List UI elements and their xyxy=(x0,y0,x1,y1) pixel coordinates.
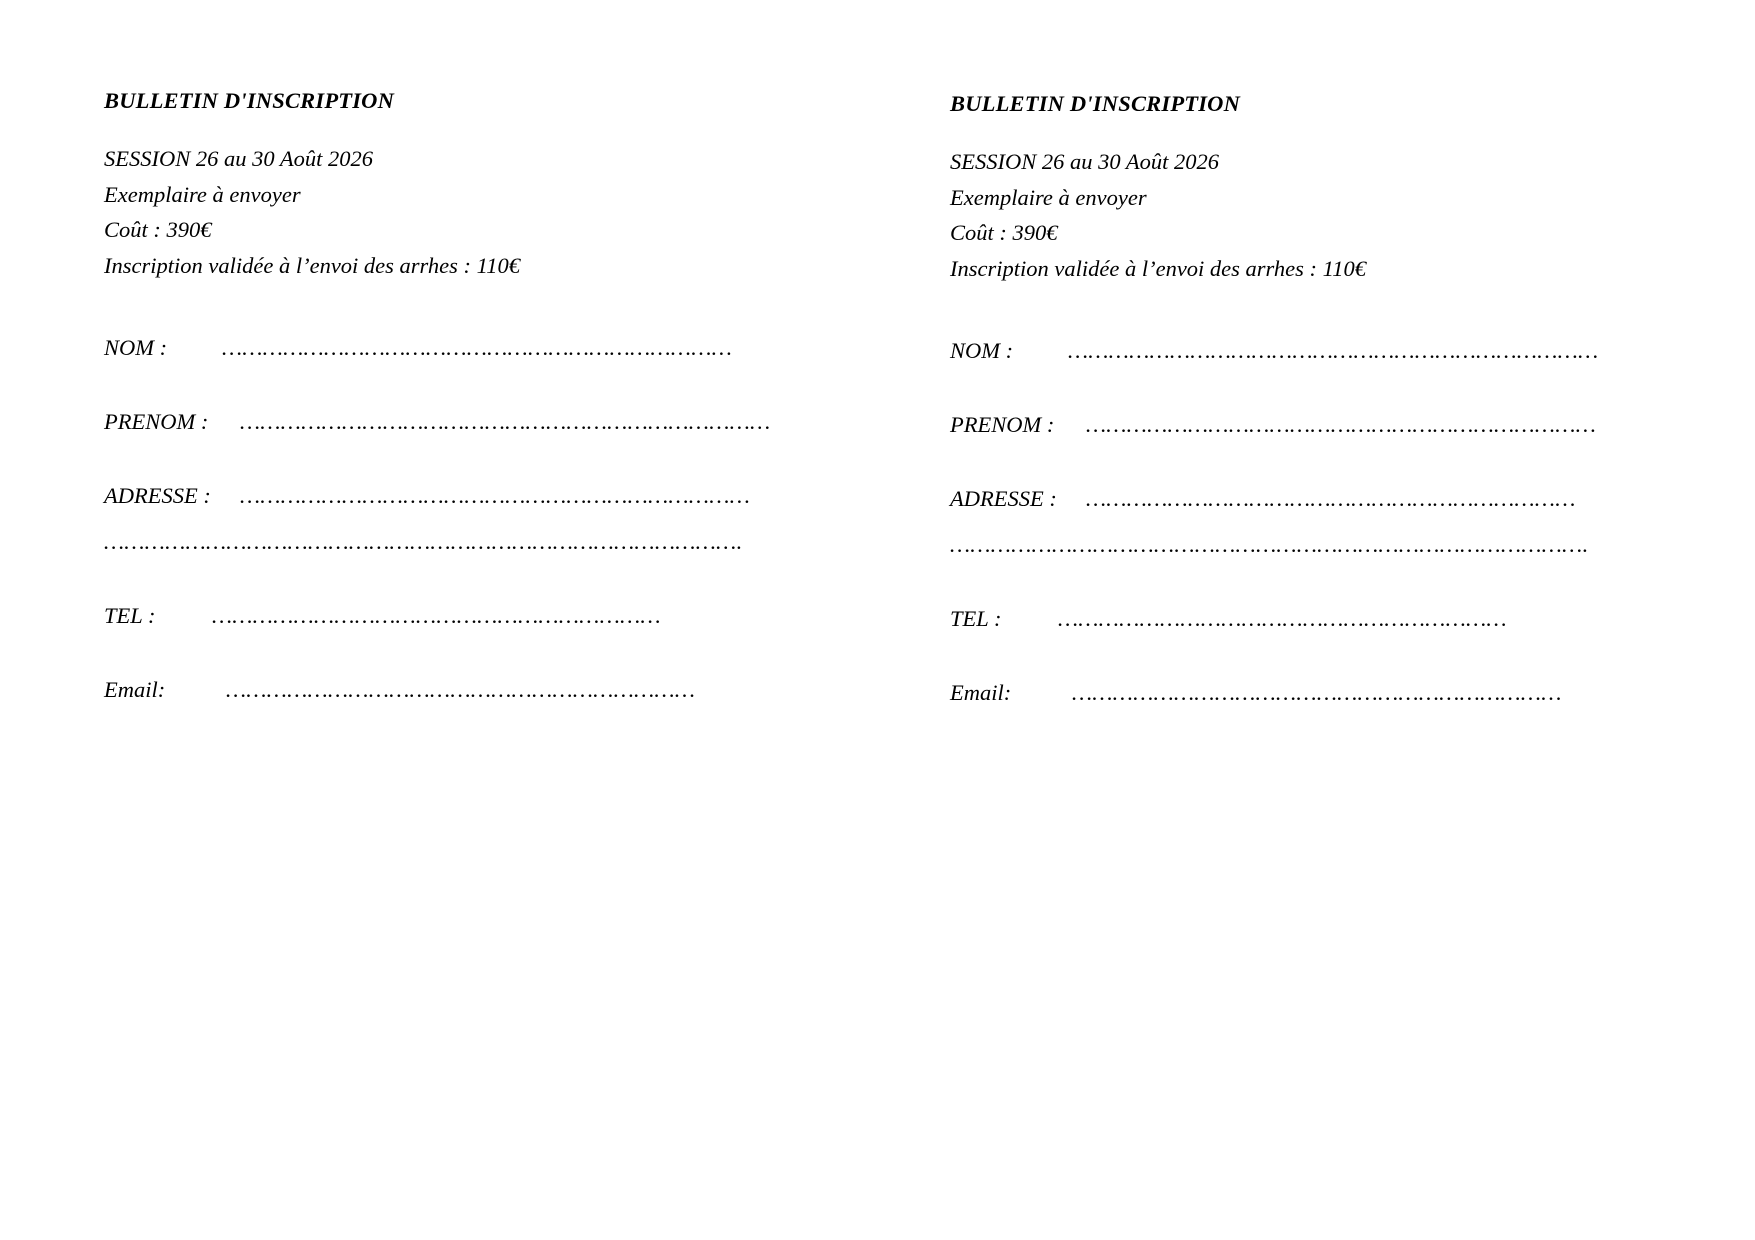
field-input-email[interactable]: …………………………………………………………… xyxy=(226,677,696,702)
field-input-tel[interactable]: ………………………………………………………… xyxy=(212,603,661,628)
form-title: BULLETIN D'INSCRIPTION xyxy=(950,91,1241,116)
registration-form-copy-right xyxy=(950,91,1599,754)
field-label-adresse: ADRESSE : xyxy=(104,483,211,508)
field-label-tel: TEL : xyxy=(104,603,156,628)
field-nom[interactable] xyxy=(104,335,733,361)
field-label-adresse: ADRESSE : xyxy=(950,486,1057,511)
field-input-prenom[interactable]: ………………………………………………………………… xyxy=(1086,412,1597,437)
field-label-tel: TEL : xyxy=(950,606,1002,631)
field-nom[interactable] xyxy=(950,338,1599,364)
copy-instruction-line: Exemplaire à envoyer xyxy=(950,184,1147,210)
field-input-nom[interactable]: …………………………………………………………………… xyxy=(1068,338,1599,363)
session-info-block xyxy=(950,144,1570,286)
field-adresse[interactable] xyxy=(104,483,751,509)
field-input-tel[interactable]: ………………………………………………………… xyxy=(1058,606,1507,631)
field-input-adresse[interactable]: ……………………………………………………………… xyxy=(1086,486,1576,511)
session-line: SESSION 26 au 30 Août 2026 xyxy=(950,149,1219,174)
form-title: BULLETIN D'INSCRIPTION xyxy=(104,88,395,113)
field-label-email: Email: xyxy=(104,677,166,702)
field-input-adresse[interactable]: ………………………………………………………………… xyxy=(240,483,751,508)
field-prenom[interactable] xyxy=(104,409,771,435)
form-fields xyxy=(950,338,1599,706)
deposit-line: Inscription validée à l’envoi des arrhes : 110€ xyxy=(950,255,1366,281)
field-tel[interactable] xyxy=(104,603,724,629)
deposit-line: Inscription validée à l’envoi des arrhes : 110€ xyxy=(104,252,520,278)
copy-instruction-line: Exemplaire à envoyer xyxy=(104,181,301,207)
form-fields xyxy=(104,335,771,703)
field-input-prenom[interactable]: …………………………………………………………………… xyxy=(240,409,771,434)
field-input-adresse-line2[interactable]: …………………………………………………………………………………. xyxy=(104,529,743,554)
field-label-prenom: PRENOM : xyxy=(950,412,1055,437)
field-input-adresse-line2[interactable]: …………………………………………………………………………………. xyxy=(950,532,1589,557)
cost-line: Coût : 390€ xyxy=(950,220,1058,245)
registration-form-copy-left xyxy=(104,88,771,751)
field-email[interactable] xyxy=(950,680,1570,706)
field-input-nom[interactable]: ………………………………………………………………… xyxy=(222,335,733,360)
field-tel[interactable] xyxy=(950,606,1570,632)
field-label-prenom: PRENOM : xyxy=(104,409,209,434)
session-info-block xyxy=(104,141,724,283)
field-prenom[interactable] xyxy=(950,412,1597,438)
field-adresse[interactable] xyxy=(950,486,1576,512)
field-label-nom: NOM : xyxy=(950,338,1014,363)
field-input-email[interactable]: ……………………………………………………………… xyxy=(1072,680,1562,705)
field-label-nom: NOM : xyxy=(104,335,168,360)
field-email[interactable] xyxy=(104,677,724,703)
cost-line: Coût : 390€ xyxy=(104,217,212,242)
session-line: SESSION 26 au 30 Août 2026 xyxy=(104,146,373,171)
field-label-email: Email: xyxy=(950,680,1012,705)
